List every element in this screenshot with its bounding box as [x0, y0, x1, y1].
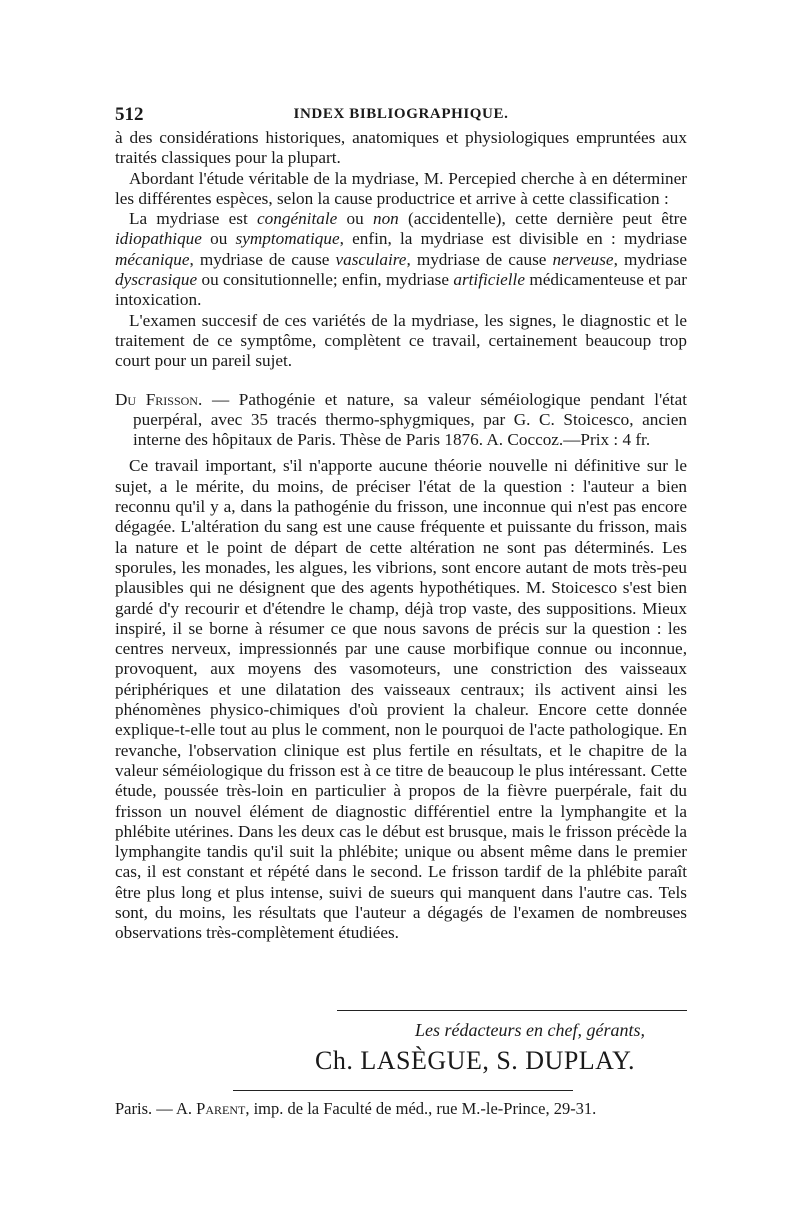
review-conclusion-paragraph: L'examen succesif de ces variétés de la mydriase, les signes, le diagnostic et le traitement de ce symptôme, complètent ce travail, certainement beaucoup trop court pour un pareil sujet.: [115, 310, 687, 371]
term-dyscrasique: dyscrasique: [115, 270, 198, 290]
running-head: [115, 104, 687, 128]
entry-citation: — Pathogénie et nature, sa valeur séméiologique pendant l'état puerpéral, avec 35 tracés thermo-sphygmiques, par G. C. Stoicesco, ancien interne des hôpitaux de Paris. Thèse de Paris 1876. A. Coccoz.—Prix : 4 fr.: [133, 389, 687, 450]
classification-text: (accidentelle), cette dernière peut être: [398, 209, 687, 229]
page-heading: INDEX BIBLIOGRAPHIQUE.: [293, 106, 509, 122]
classification-text: La mydriase est: [129, 209, 258, 229]
imprint-city: Paris. — A.: [115, 1099, 197, 1118]
review-continuation: à des considérations historiques, anatomiques et physiologiques empruntées aux traités classiques pour la plupart.: [115, 128, 687, 168]
footer-rule: [233, 1090, 573, 1091]
editors-names: Ch. LASÈGUE, S. DUPLAY.: [315, 1046, 635, 1075]
classification-text: médicamenteuse et par intoxication.: [115, 270, 687, 310]
review-intro-paragraph: Abordant l'étude véritable de la mydriase, M. Percepied cherche à en déterminer les différentes espèces, selon la cause productrice et arrive à cette classification :: [115, 168, 687, 208]
bibliography-entry: [115, 390, 687, 451]
classification-text: , mydriase de cause: [189, 249, 336, 269]
classification-text: , mydriase: [613, 249, 687, 269]
editors-role: Les rédacteurs en chef, gérants,: [415, 1020, 645, 1040]
review-paragraph: Ce travail important, s'il n'apporte aucune théorie nouvelle ni définitive sur le sujet, a le mérite, du moins, de préciser l'état de la question : l'auteur a bien reconnu qu'il y a, dans la pathogénie du frisson, une inconnue qui n'est pas encore dégagée. L'altération du sang est une cause fréquente et puissante du frisson, mais la nature et le point de départ de cette altération ne sont pas déterminés. Les sporules, les monades, les algues, les vibrions, sont encore autant de mots très-peu plausibles qui ne désignent que des agents hypothétiques. M. Stoicesco s'est bien gardé d'y recourir et d'étendre le champ, déjà trop vaste, des suppositions. Mieux inspiré, il se borne à résumer ce que nous savons de précis sur la question : les centres nerveux, impressionnés par une cause morbifique connue ou inconnue, provoquent, aux moyens des vasomoteurs, une constriction des vaisseaux périphériques et une dilatation des vaisseaux centraux; ils activent ainsi les phénomènes physico-chimiques d'où provient la chaleur. Encore cette donnée explique-t-elle tout au plus le comment, non le pourquoi de l'acte pathologique. En revanche, l'observation clinique est plus fertile en résultats, et le chapitre de la valeur séméiologique du frisson est à ce titre de beaucoup le plus intéressant. Cette étude, poussée très-loin en particulier à propos de la fièvre puerpérale, fait du frisson un nouvel élément de diagnostic différentiel entre la lymphangite et la phlébite utérines. Dans les deux cas le début est brusque, mais le frisson précède la lymphangite tandis qu'il suit la phlébite; unique ou absent même dans le premier cas, il est constant et répété dans le second. Le frisson tardif de la phlébite paraît être plus long et plus intense, suivi de sueurs qui manquent dans l'autre cas. Tels sont, du moins, les résultats que l'auteur a dégagés de l'examen de nombreuses observations très-complètement étudiées.: [115, 456, 687, 943]
imprint-printer: Parent: [196, 1099, 246, 1118]
term-vasculaire: vasculaire: [335, 249, 407, 269]
imprint-address: , imp. de la Faculté de méd., rue M.-le-Prince, 29-31.: [245, 1099, 597, 1118]
term-non: non: [372, 209, 399, 229]
term-artificielle: artificielle: [453, 270, 525, 290]
classification-text: , enfin, la mydriase est divisible en : mydriase: [339, 229, 688, 249]
term-congenitale: congénitale: [257, 209, 338, 229]
classification-text: ou consitutionnelle; enfin, mydriase: [197, 270, 454, 290]
entry-title: Du Frisson.: [115, 389, 203, 409]
classification-text: , mydriase de cause: [406, 249, 553, 269]
classification-paragraph: [115, 209, 687, 310]
signature-rule: [337, 1010, 687, 1011]
printer-imprint: [115, 1099, 687, 1119]
body-text: [115, 128, 687, 944]
page-number: 512: [115, 104, 144, 125]
term-symptomatique: symptomatique: [235, 229, 340, 249]
classification-text: ou: [337, 209, 373, 229]
term-mecanique: mécanique: [115, 249, 190, 269]
classification-text: ou: [201, 229, 236, 249]
term-idiopathique: idiopathique: [115, 229, 202, 249]
term-nerveuse: nerveuse: [552, 249, 614, 269]
